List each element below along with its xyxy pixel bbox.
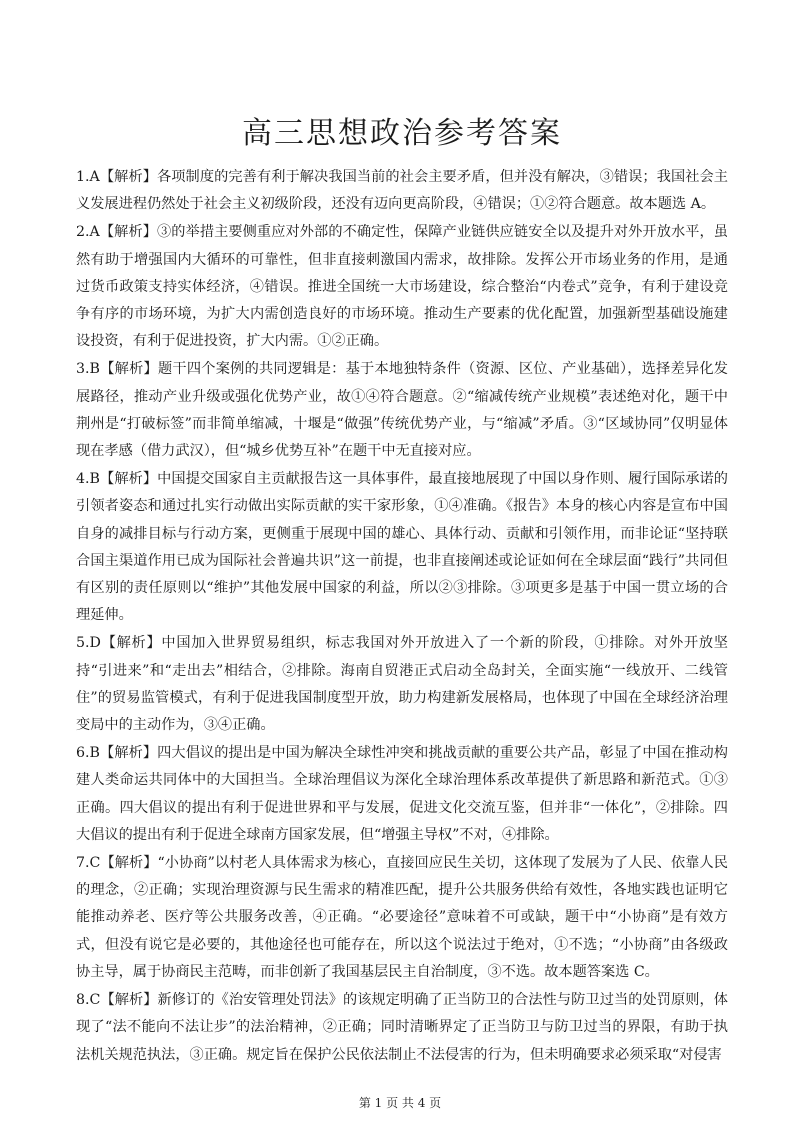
answer-text: 【解析】新修订的《治安管理处罚法》的该规定明确了正当防卫的合法性与防卫过当的处罚原则，体现了“法不能向不法让步”的法治精神，②正确；同时清晰界定了正当防卫与防卫过当的界限，有助于执法机关规范执法，③正确。规定旨在保护公民依法制止不法侵害的行为，但未明确要求必须采取“对侵害	[76, 992, 728, 1063]
answer-text: 【解析】各项制度的完善有利于解决我国当前的社会主要矛盾，但并没有解决，③错误；我国社会主义发展进程仍然处于社会主义初级阶段，还没有迈向更高阶段，④错误；①②符合题意。故本题选 A。	[76, 169, 728, 213]
answer-label: 3.B	[76, 361, 100, 378]
answer-label: 7.C	[76, 855, 101, 872]
answer-item	[76, 987, 728, 1069]
answer-item	[76, 356, 728, 465]
answer-item	[76, 164, 728, 218]
answer-text: 【解析】四大倡议的提出是中国为解决全球性冲突和挑战贡献的重要公共产品，彰显了中国在推动构建人类命运共同体中的大国担当。全球治理倡议为深化全球治理体系改革提供了新思路和新范式。①③正确。四大倡议的提出有利于促进世界和平与发展，促进文化交流互鉴，但并非“一体化”，②排除。四大倡议的提出有利于促进全球南方国家发展，但“增强主导权”不对，④排除。	[76, 745, 728, 843]
page-title: 高三思想政治参考答案	[242, 116, 562, 151]
answer-label: 1.A	[76, 169, 100, 185]
answer-item	[76, 219, 728, 355]
page-number-footer: 第 1 页 共 4 页	[358, 1096, 442, 1110]
answer-text: 【解析】中国提交国家自主贡献报告这一具体事件，最直接地展现了中国以身作则、履行国际承诺的引领者姿态和通过扎实行动做出实际贡献的实干家形象，①④准确。《报告》本身的核心内容是宣布中国自身的减排目标与行动方案，更侧重于展现中国的雄心、具体行动、贡献和引领作用，而非论证“坚持联合国主渠道作用已成为国际社会普遍共识”这一前提，也非直接阐述或论证如何在全球层面“践行”共同但有区别的责任原则以“维护”其他发展中国家的利益，所以②③排除。③项更多是基于中国一贯立场的合理延伸。	[76, 471, 728, 624]
answer-label: 2.A	[76, 224, 100, 241]
answer-label: 6.B	[76, 745, 100, 762]
answer-text: 【解析】题干四个案例的共同逻辑是：基于本地独特条件（资源、区位、产业基础），选择差异化发展路径，推动产业升级或强化优势产业，故①④符合题意。②“缩减传统产业规模”表述绝对化，题干中荆州是“打破标签”而非简单缩减，十堰是“做强”传统优势产业，与“缩减”矛盾。③“区域协同”仅明显体现在孝感（借力武汉），但“城乡优势互补”在题干中无直接对应。	[76, 361, 728, 460]
answer-item	[76, 850, 728, 986]
answer-label: 4.B	[76, 471, 100, 488]
answer-item	[76, 630, 728, 739]
answer-text: 【解析】“小协商”以村老人具体需求为核心，直接回应民生关切，这体现了发展为了人民、依靠人民的理念，②正确；实现治理资源与民生需求的精准匹配，提升公共服务供给有效性，各地实践也证明它能推动养老、医疗等公共服务改善，④正确。“必要途径”意味着不可或缺，题干中“小协商”是有效方式，但没有说它是必要的，其他途径也可能存在，所以这个说法过于绝对，①不选；“小协商”由各级政协主导，属于协商民主范畴，而非创新了我国基层民主自治制度，③不选。故本题答案选 C。	[76, 855, 728, 980]
answer-item	[76, 740, 728, 849]
answer-label: 5.D	[76, 635, 101, 652]
answer-text: 【解析】③的举措主要侧重应对外部的不确定性，保障产业链供应链安全以及提升对外开放水平，虽然有助于增强国内大循环的可靠性，但非直接刺激国内需求，故排除。发挥公开市场业务的作用，是通过货币政策支持实体经济，④错误。推进全国统一大市场建设，综合整治“内卷式”竞争，有利于建设竞争有序的市场环境，为扩大内需创造良好的市场环境。推动生产要素的优化配置，加强新型基础设施建设投资，有利于促进投资，扩大内需。①②正确。	[76, 224, 728, 350]
answer-item	[76, 466, 728, 629]
answer-label: 8.C	[76, 992, 101, 1009]
answer-text: 【解析】中国加入世界贸易组织，标志我国对外开放进入了一个新的阶段，①排除。对外开放坚持“引进来”和“走出去”相结合，②排除。海南自贸港正式启动全岛封关，全面实施“一线放开、二线管住”的贸易监管模式，有利于促进我国制度型开放，助力构建新发展格局，也体现了中国在全球经济治理变局中的主动作为，③④正确。	[76, 635, 728, 734]
